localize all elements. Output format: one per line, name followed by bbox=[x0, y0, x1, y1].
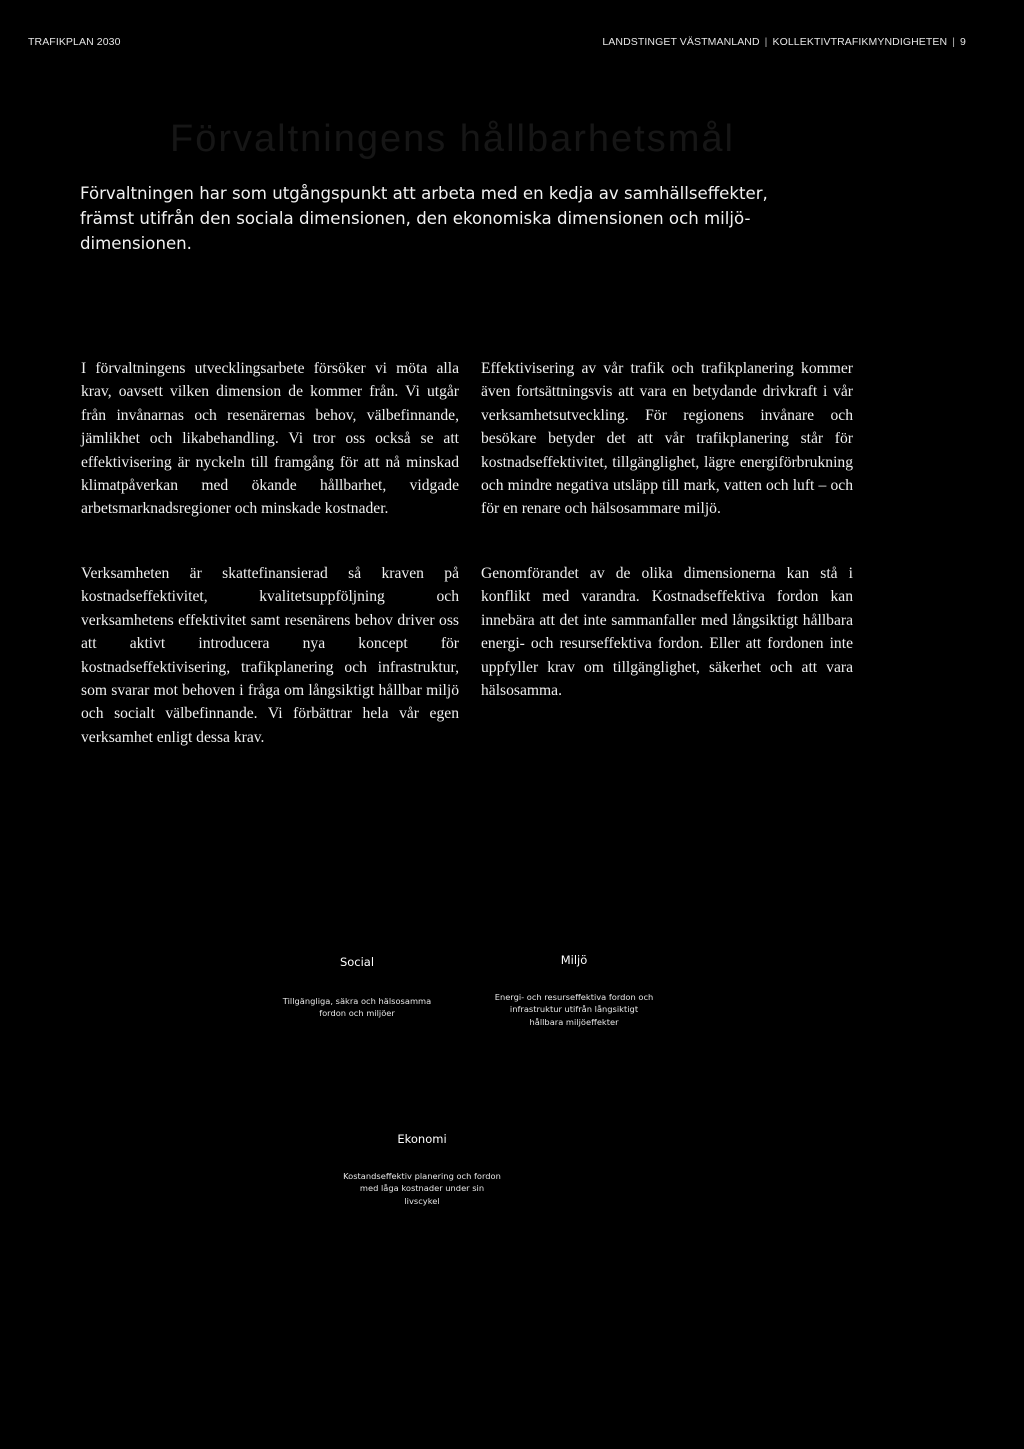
ekonomi-label: Ekonomi bbox=[397, 1132, 447, 1146]
header-org bbox=[602, 36, 966, 48]
header-org-name: LANDSTINGET VÄSTMANLAND bbox=[602, 36, 760, 48]
header-doc-title: TRAFIKPLAN 2030 bbox=[28, 36, 121, 48]
body-paragraph-4: Genomförandet av de olika dimensionerna kan stå i konflikt med varandra. Kostnadseffektiva fordon kan innebära att det inte sammanfaller med långsiktigt hållbara energi- och resurseffektiva fordon. Eller att fordonen inte uppfyller krav om tillgänglighet, säkerhet och att vara hälsosamma. bbox=[481, 565, 853, 700]
diagram-node-miljo bbox=[492, 953, 656, 1028]
page-heading: Förvaltningens hållbarhetsmål bbox=[170, 118, 735, 160]
miljo-label: Miljö bbox=[560, 953, 588, 967]
intro-paragraph: Förvaltningen har som utgångspunkt att arbeta med en kedja av samhällseffekter, främst utifrån den sociala dimensionen, den ekonomiska dimensionen och miljö-dimensionen. bbox=[80, 184, 768, 253]
header-separator-2: | bbox=[952, 36, 956, 48]
body-paragraph-2: Verksamheten är skattefinansierad så kraven på kostnadseffektivitet, kvalitetsuppföljning och verksamhetens effektivitet samt resenärens behov driver oss att aktivt introducera nya koncept för kostnadseffektivisering, trafikplanering och infrastruktur, som svarar mot behoven i fråga om långsiktigt hållbar miljö och socialt välbefinnande. Vi förbättrar hela vår egen verksamhet enligt dessa krav. bbox=[81, 565, 459, 746]
header-separator: | bbox=[764, 36, 768, 48]
body-paragraph-1: I förvaltningens utvecklingsarbete försöker vi möta alla krav, oavsett vilken dimension de kommer från. Vi utgår från invånarnas och resenärernas behov, välbefinnande, jämlikhet och likabehandling. Vi tror oss också se att effektivisering är nyckeln till framgång för att nå minskad klimatpåverkan med ökande hållbarhet, vidgade arbetsmarknadsregioner och minskade kostnader. bbox=[81, 360, 459, 518]
body-paragraph-3: Effektivisering av vår trafik och trafikplanering kommer även fortsättningsvis att vara en betydande drivkraft i vår verksamhetsutveckling. För regionens invånare och besökare betyder det att vår trafikplanering står för kostnadseffektivitet, tillgänglighet, lägre energiförbrukning och mindre negativa utsläpp till mark, vatten och luft – och för en renare och hälsosammare miljö. bbox=[481, 360, 853, 518]
social-label: Social bbox=[339, 955, 375, 969]
page-number: 9 bbox=[960, 36, 966, 48]
diagram-node-social bbox=[280, 955, 434, 1020]
diagram-node-ekonomi bbox=[342, 1132, 502, 1207]
miljo-description: Energi- och resurseffektiva fordon och infrastruktur utifrån långsiktigt hållbara miljöeffekter bbox=[494, 992, 654, 1027]
header-dept: KOLLEKTIVTRAFIKMYNDIGHETEN bbox=[772, 36, 948, 48]
social-description: Tillgängliga, säkra och hälsosamma fordon och miljöer bbox=[282, 996, 432, 1019]
ekonomi-description: Kostandseffektiv planering och fordon med låga kostnader under sin livscykel bbox=[343, 1171, 501, 1206]
